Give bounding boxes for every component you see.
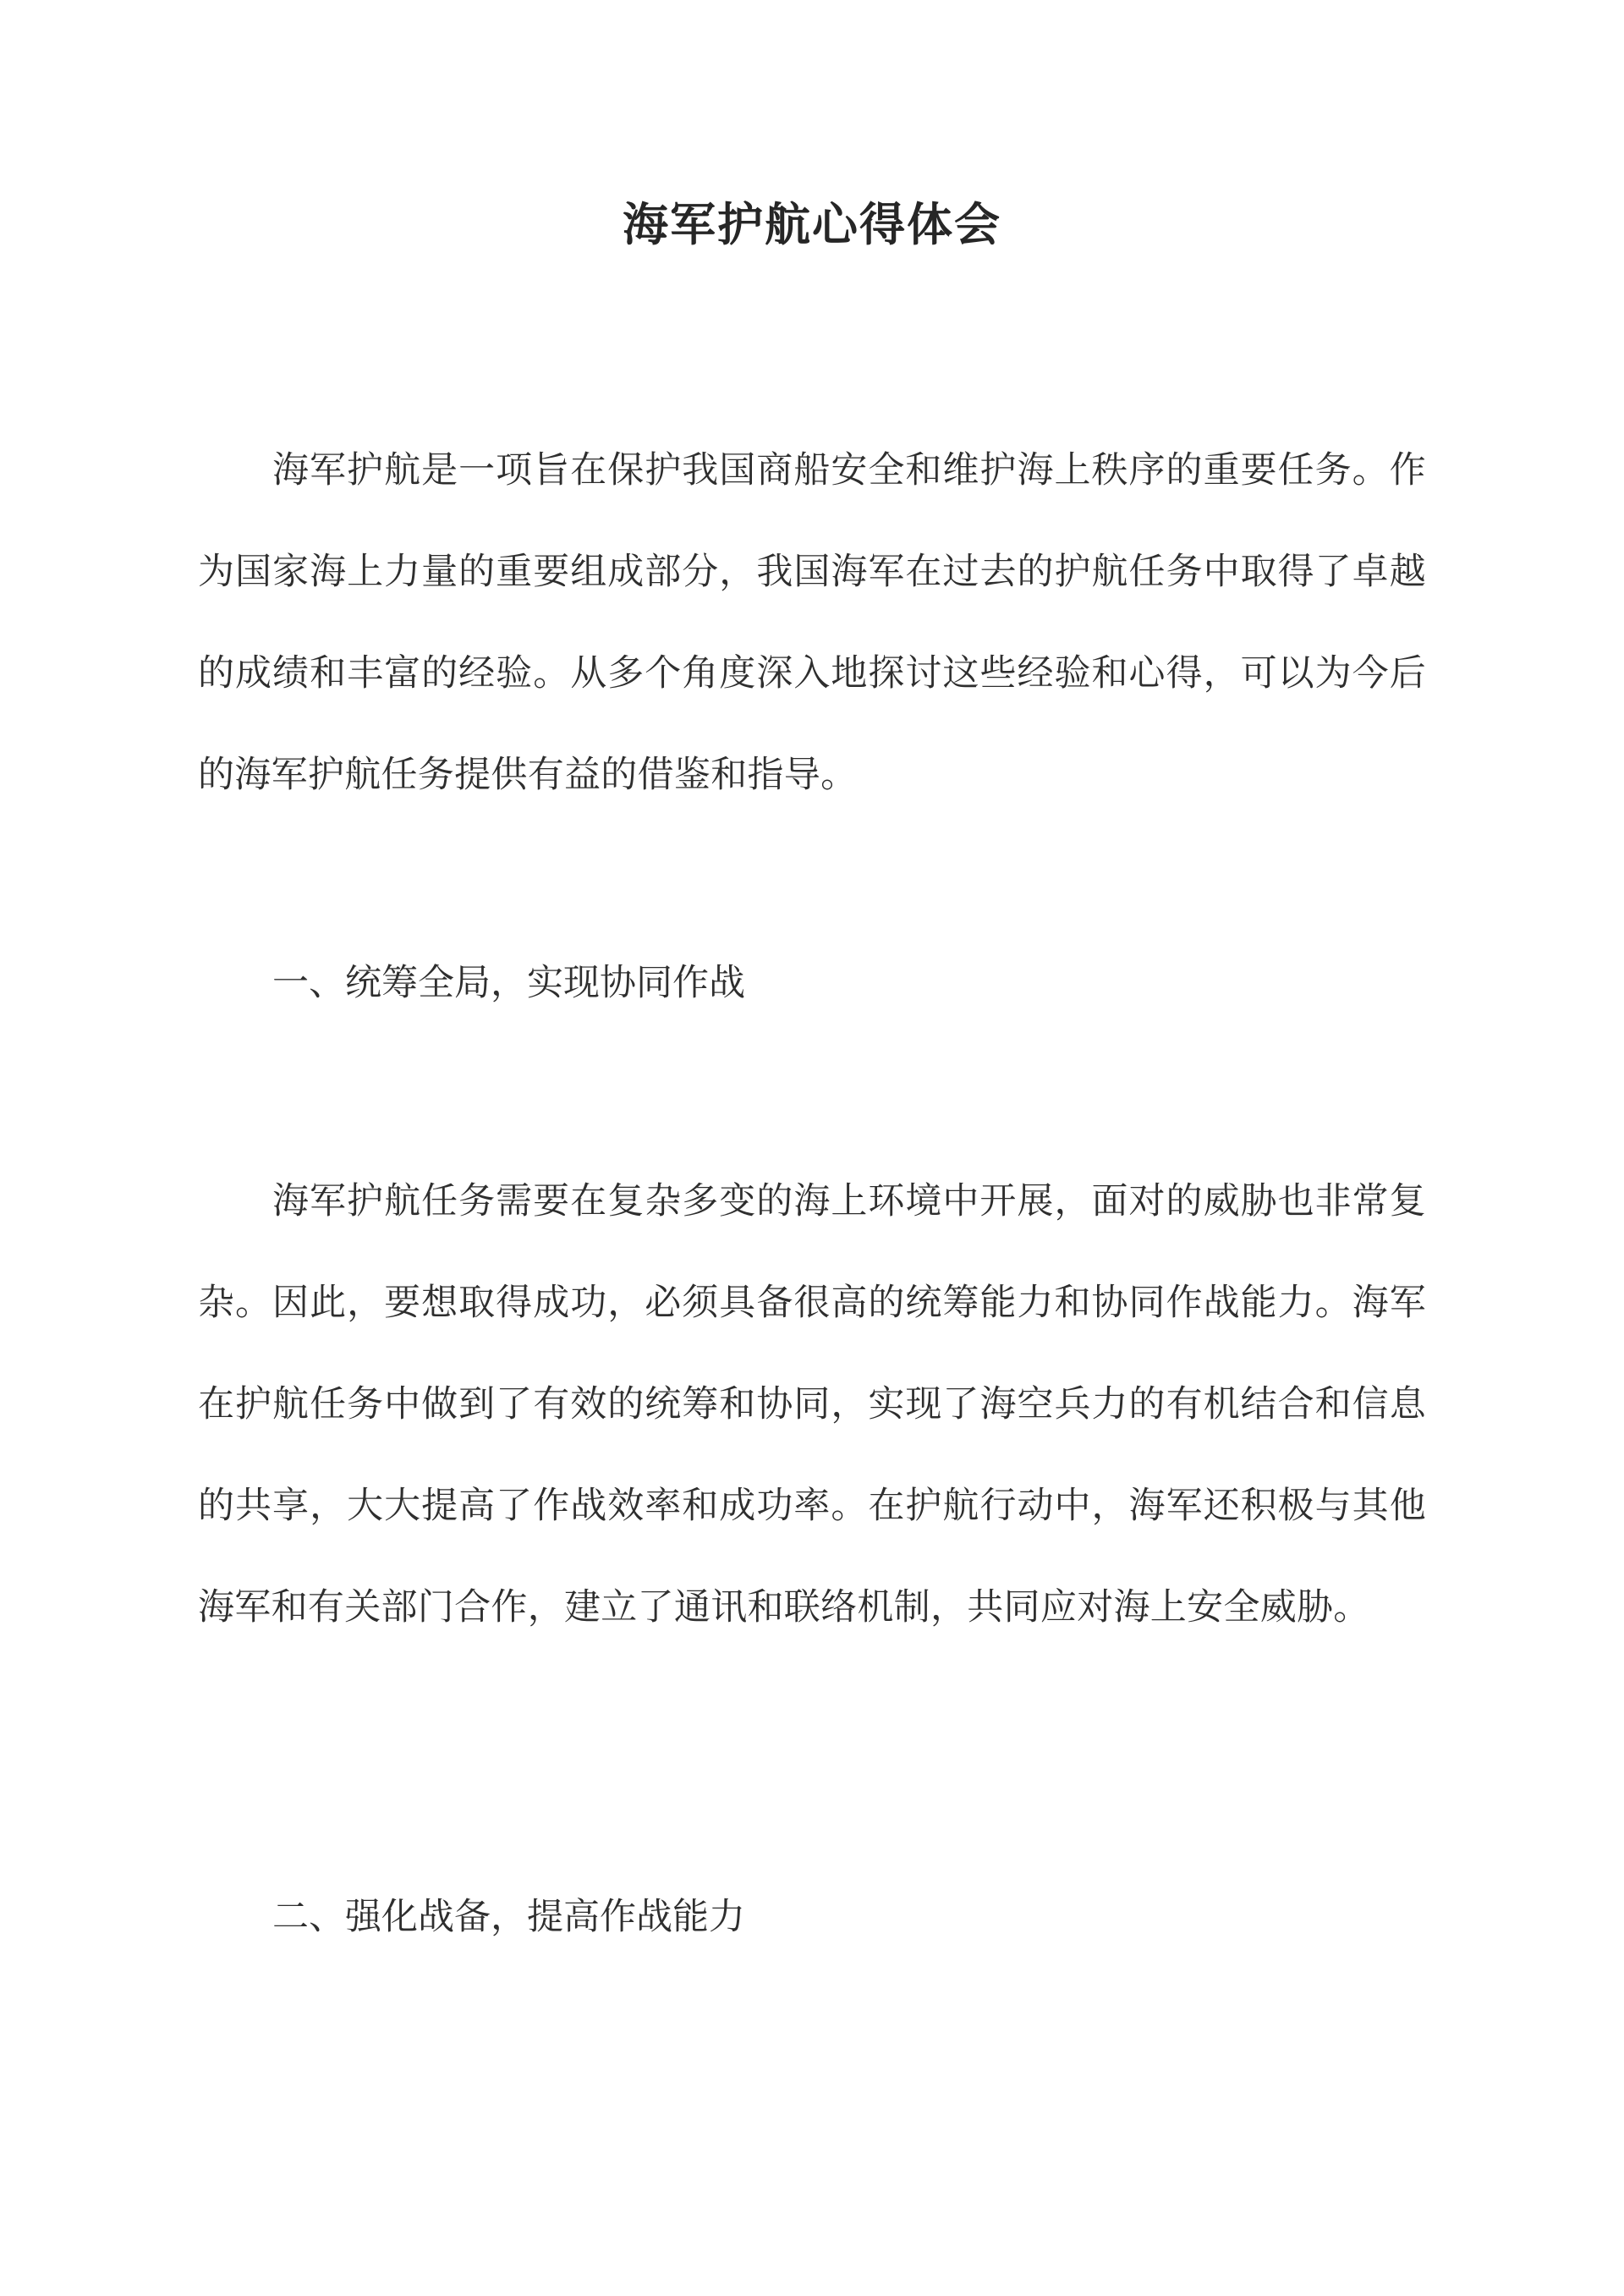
- document-title: 海军护航心得体会: [623, 197, 1001, 251]
- section-heading-2: 二、强化战备，提高作战能力: [272, 1896, 745, 1938]
- section-1-paragraph: 海军护航任务需要在复杂多变的海上环境中开展，面对的威胁也非常复杂。因此，要想取得成功，必须具备很高的统筹能力和协同作战能力。海军在护航任务中做到了有效的统筹和协同，实现了海空兵力的有机结合和信息的共享，大大提高了作战效率和成功率。在护航行动中，海军还积极与其他海军和有关部门合作，建立了通讯和联络机制，共同应对海上安全威胁。: [198, 1180, 1426, 1629]
- section-heading-1: 一、统筹全局，实现协同作战: [272, 962, 745, 1004]
- intro-paragraph: 海军护航是一项旨在保护我国商船安全和维护海上秩序的重要任务。作为国家海上力量的重要组成部分，我国海军在过去的护航任务中取得了卓越的成绩和丰富的经验。从多个角度深入地探讨这些经验和心得，可以为今后的海军护航任务提供有益的借鉴和指导。: [198, 449, 1426, 796]
